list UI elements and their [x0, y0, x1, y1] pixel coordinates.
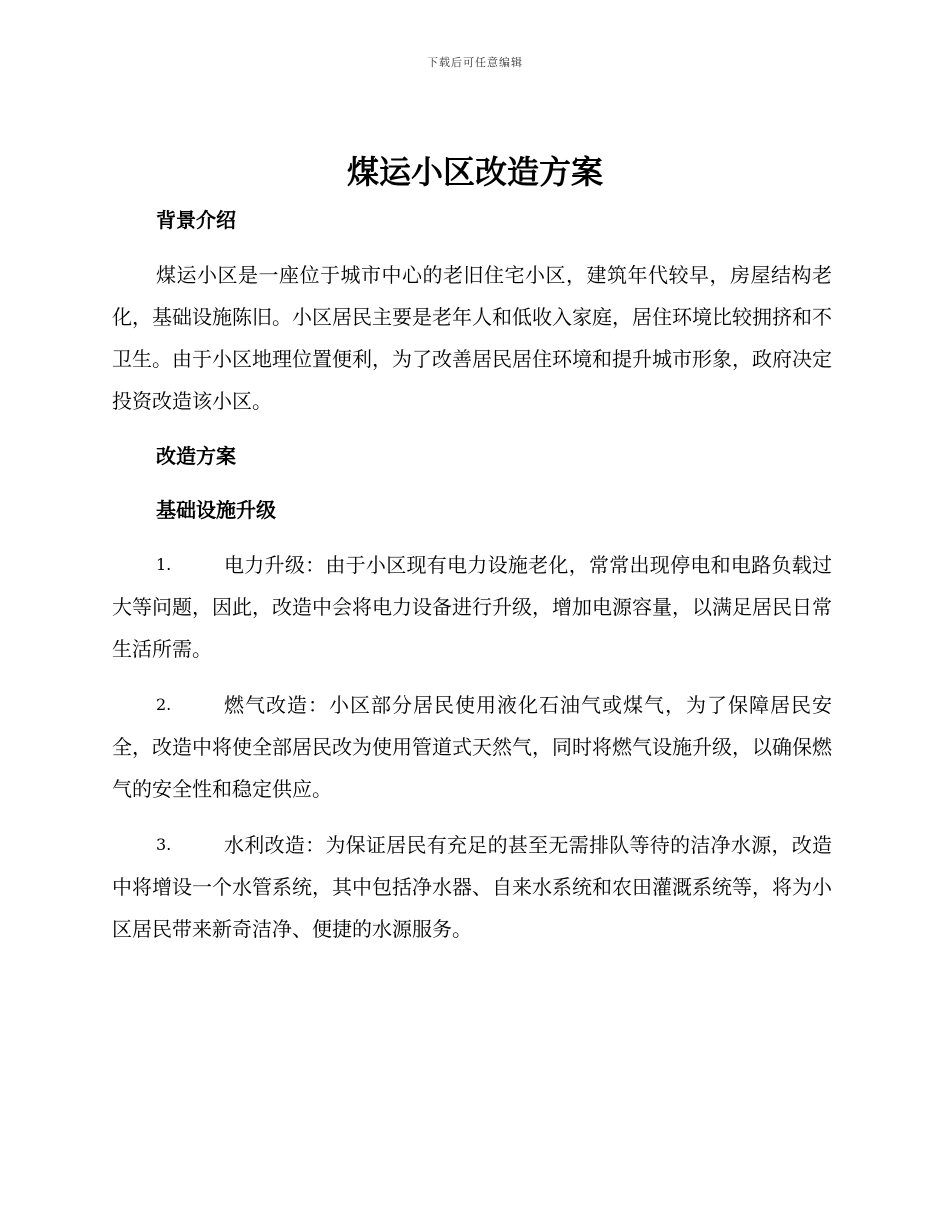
- list-item: [112, 824, 832, 950]
- list-item-text: 电力升级：由于小区现有电力设施老化，常常出现停电和电路负载过大等问题，因此，改造中会将电力设备进行升级，增加电源容量，以满足居民日常生活所需。: [112, 553, 832, 661]
- heading-infrastructure: 基础设施升级: [156, 498, 276, 522]
- list-item-number: 1.: [156, 555, 172, 574]
- heading-plan: 改造方案: [156, 444, 236, 468]
- list-item-text: 燃气改造：小区部分居民使用液化石油气或煤气，为了保障居民安全，改造中将使全部居民改为使用管道式天然气，同时将燃气设施升级，以确保燃气的安全性和稳定供应。: [112, 693, 832, 801]
- list-item-number: 2.: [156, 695, 172, 714]
- list-item: [112, 544, 832, 670]
- header-note: 下载后可任意编辑: [427, 56, 523, 69]
- list-item: [112, 684, 832, 810]
- list-item-text: 水利改造：为保证居民有充足的甚至无需排队等待的洁净水源，改造中将增设一个水管系统，其中包括净水器、自来水系统和农田灌溉系统等，将为小区居民带来新奇洁净、便捷的水源服务。: [112, 833, 832, 941]
- heading-background: 背景介绍: [156, 208, 236, 232]
- paragraph-background: 煤运小区是一座位于城市中心的老旧住宅小区，建筑年代较早，房屋结构老化，基础设施陈旧。小区居民主要是老年人和低收入家庭，居住环境比较拥挤和不卫生。由于小区地理位置便利，为了改善居民居住环境和提升城市形象，政府决定投资改造该小区。: [112, 263, 832, 413]
- document-body: [112, 200, 832, 950]
- page-title: 煤运小区改造方案: [346, 153, 603, 191]
- list-item-number: 3.: [156, 835, 172, 854]
